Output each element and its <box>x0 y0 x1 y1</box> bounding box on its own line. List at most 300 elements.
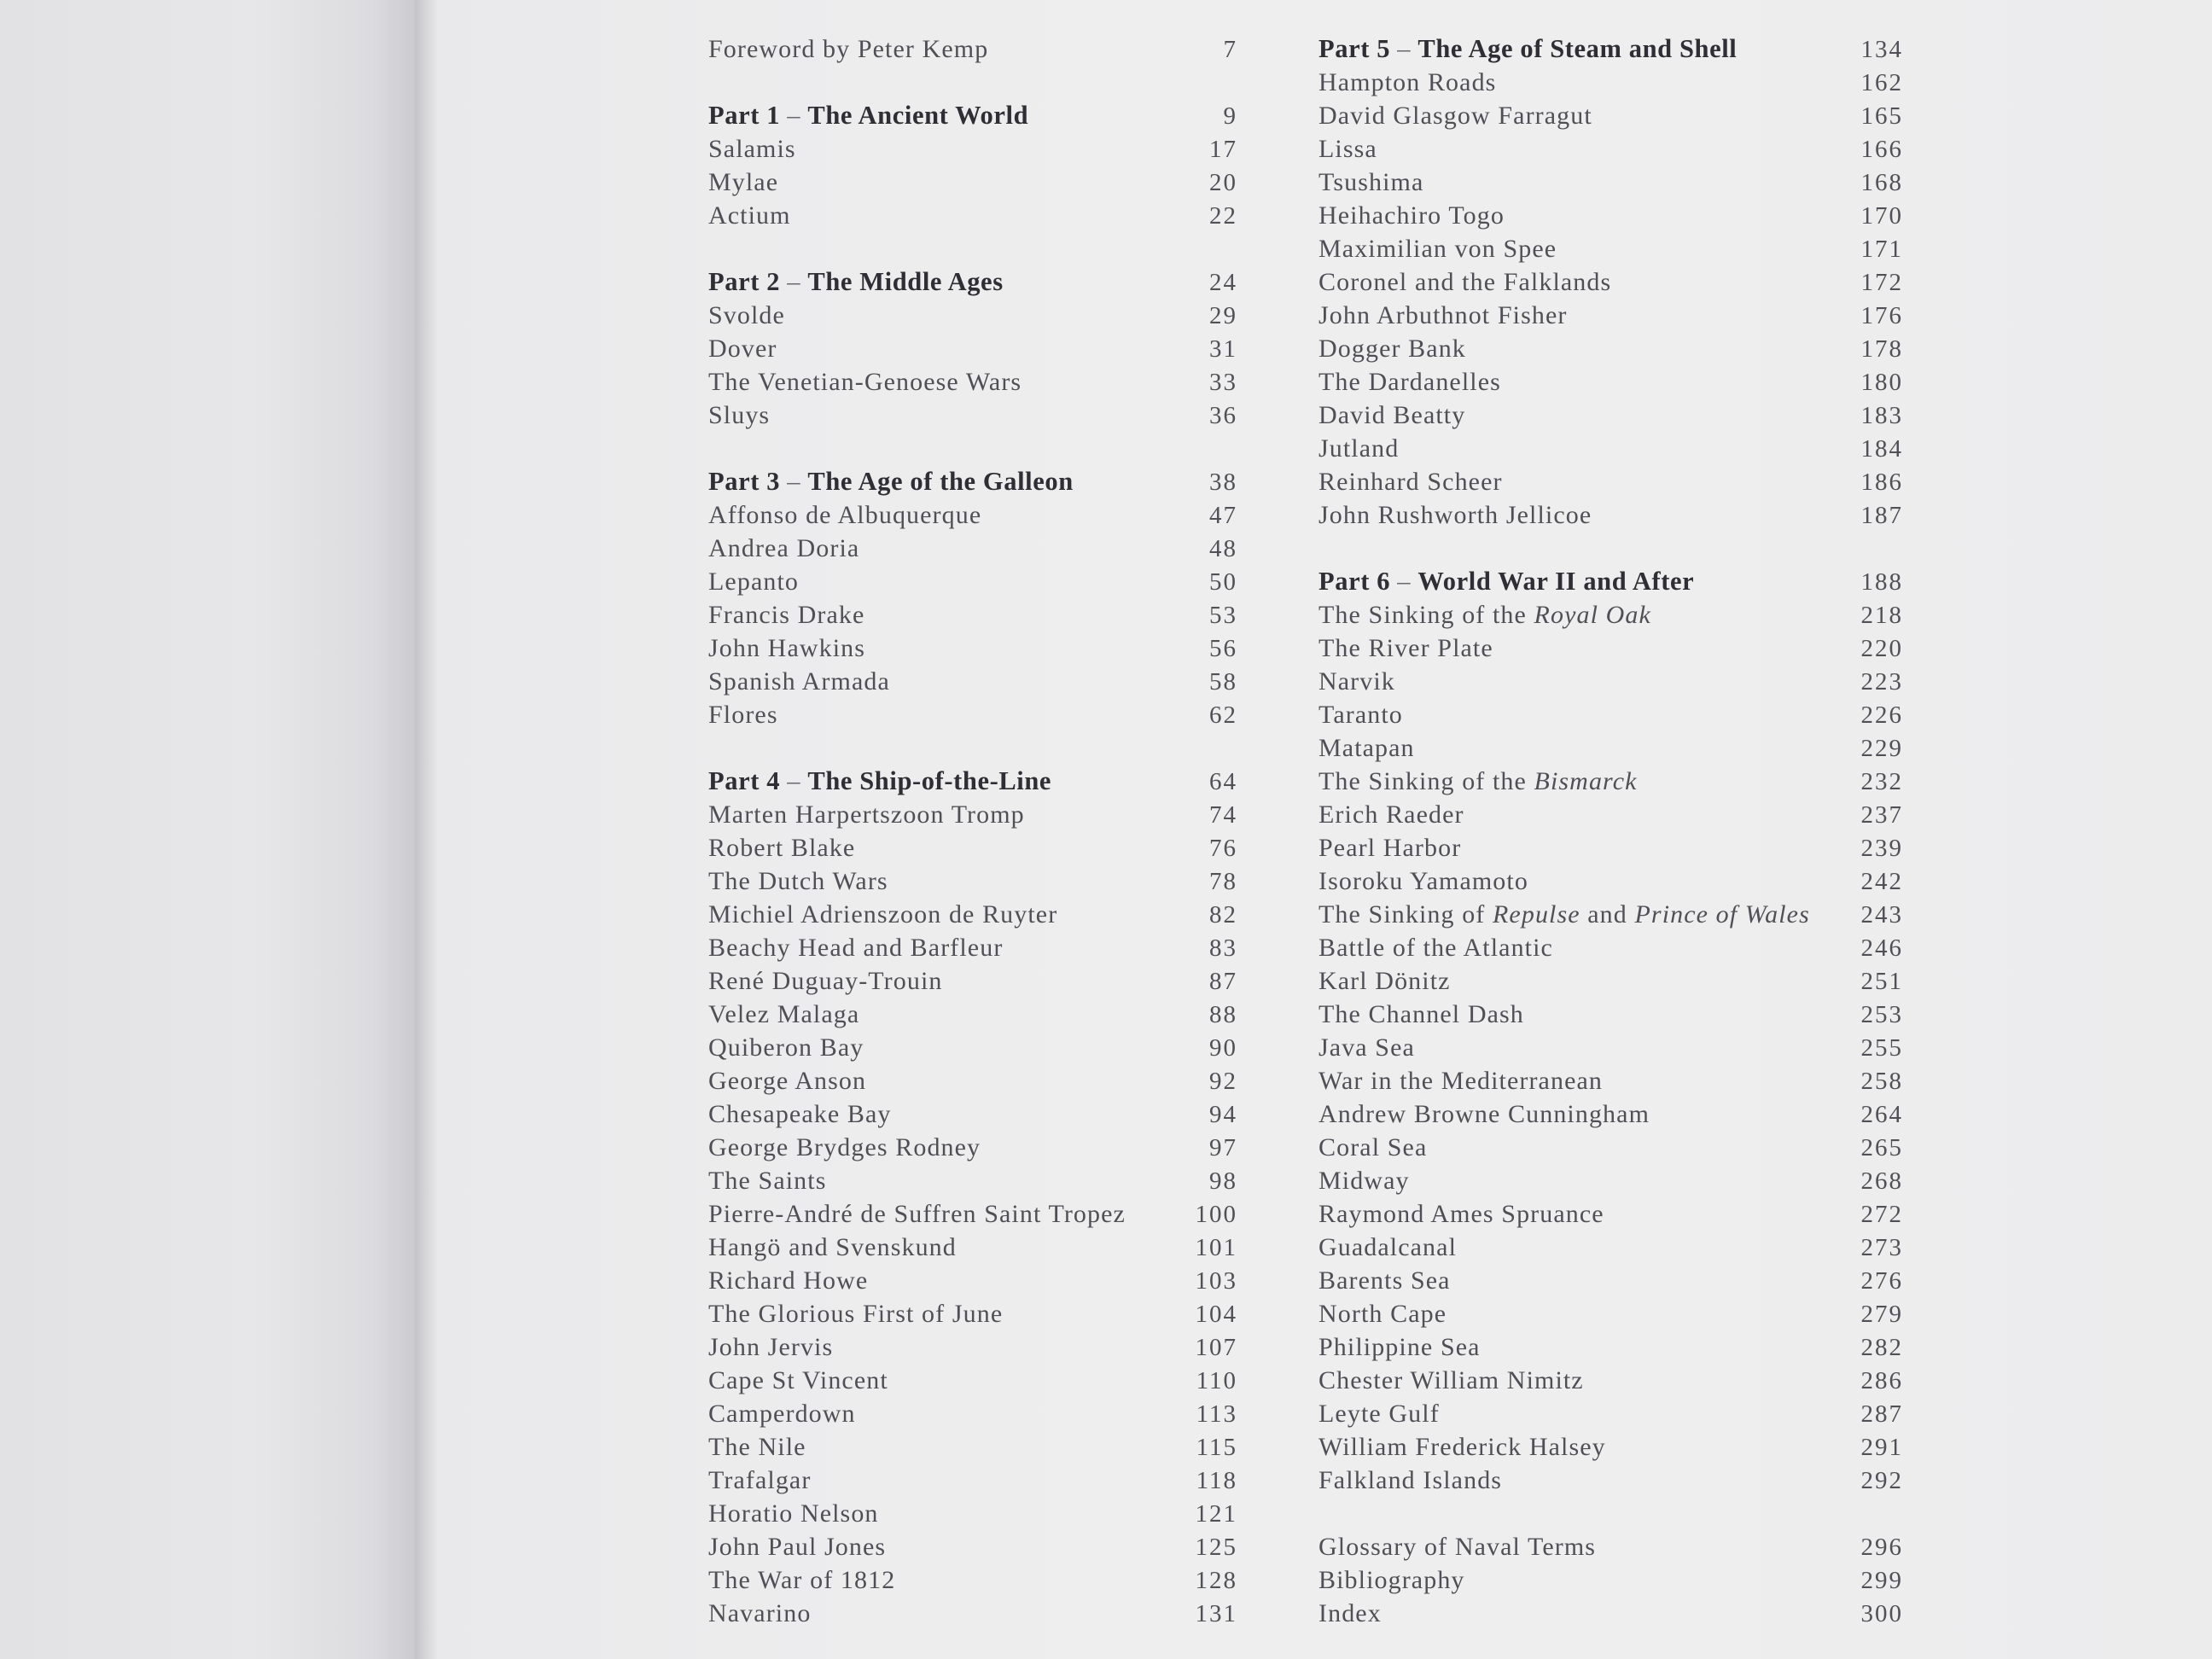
entry-page-number: 276 <box>1860 1267 1903 1295</box>
toc-entry <box>1318 864 1903 898</box>
entry-page-number: 58 <box>1209 668 1237 696</box>
entry-title: Guadalcanal <box>1318 1233 1458 1261</box>
toc-entry <box>1318 1131 1903 1164</box>
toc-entry <box>1318 998 1903 1031</box>
toc-entry <box>1318 931 1903 964</box>
toc-entry <box>1318 332 1903 365</box>
ship-name-italic: Bismarck <box>1534 767 1638 795</box>
entry-title: George Anson <box>708 1067 867 1095</box>
entry-page-number: 243 <box>1860 901 1903 928</box>
entry-page-number: 162 <box>1860 69 1903 96</box>
entry-title: Francis Drake <box>708 601 865 629</box>
entry-page-number: 187 <box>1860 502 1903 529</box>
entry-title-prefix: The Sinking of <box>1318 900 1493 928</box>
entry-title: Narvik <box>1318 667 1395 696</box>
toc-entry <box>1318 166 1903 199</box>
entry-page-number: 165 <box>1860 102 1903 130</box>
part-page-number: 9 <box>1223 102 1237 130</box>
entry-page-number: 121 <box>1195 1500 1237 1528</box>
entry-page-number: 178 <box>1860 335 1903 363</box>
entry-title: North Cape <box>1318 1300 1447 1328</box>
entry-title: Velez Malaga <box>708 1000 860 1028</box>
toc-entry <box>708 1530 1237 1563</box>
part-label: Part 4 <box>708 766 781 795</box>
part-heading <box>708 765 1237 798</box>
entry-page-number: 47 <box>1209 502 1237 529</box>
toc-entry <box>1318 964 1903 998</box>
entry-title: The Dardanelles <box>1318 368 1501 396</box>
entry-page-number: 31 <box>1209 335 1237 363</box>
entry-title: Michiel Adrienszoon de Ruyter <box>708 900 1058 928</box>
toc-entry <box>708 132 1237 166</box>
part-label: Part 2 <box>708 267 781 296</box>
entry-page-number: 226 <box>1860 701 1903 729</box>
ship-name-italic: Prince of Wales <box>1634 900 1810 928</box>
entry-title: Karl Dönitz <box>1318 967 1451 995</box>
entry-title: Index <box>1318 1599 1382 1627</box>
ship-name-italic: Royal Oak <box>1534 601 1651 629</box>
toc-entry <box>1318 1097 1903 1131</box>
entry-page-number: 264 <box>1860 1101 1903 1128</box>
entry-page-number: 166 <box>1860 136 1903 163</box>
part-title: The Age of Steam and Shell <box>1417 34 1738 63</box>
toc-entry <box>1318 632 1903 665</box>
entry-title: Dogger Bank <box>1318 335 1466 363</box>
entry-title: Cape St Vincent <box>708 1366 888 1394</box>
toc-entry <box>708 1497 1237 1530</box>
section-spacer <box>1318 1497 1903 1530</box>
entry-page-number: 78 <box>1209 868 1237 895</box>
toc-entry <box>708 532 1237 565</box>
part-heading <box>1318 32 1903 66</box>
entry-title: The Nile <box>708 1433 806 1461</box>
toc-entry <box>1318 1330 1903 1364</box>
entry-title: Midway <box>1318 1167 1410 1195</box>
entry-page-number: 246 <box>1860 934 1903 962</box>
toc-entry <box>1318 1264 1903 1297</box>
entry-page-number: 291 <box>1860 1434 1903 1461</box>
part-heading <box>1318 565 1903 598</box>
entry-page-number: 273 <box>1860 1234 1903 1261</box>
entry-title: The Dutch Wars <box>708 867 888 895</box>
part-page-number: 24 <box>1209 269 1237 296</box>
toc-entry <box>1318 365 1903 399</box>
part-heading-text <box>708 99 1028 132</box>
toc-entry <box>1318 665 1903 698</box>
entry-page-number: 92 <box>1209 1068 1237 1095</box>
entry-title: Camperdown <box>708 1400 856 1428</box>
part-page-number: 38 <box>1209 469 1237 496</box>
entry-title: Lissa <box>1318 135 1377 163</box>
part-heading-text <box>1318 32 1737 66</box>
part-heading <box>708 465 1237 498</box>
toc-entry <box>1318 465 1903 498</box>
toc-entry <box>1318 1430 1903 1464</box>
entry-title <box>1318 598 1651 632</box>
entry-title: Foreword by Peter Kemp <box>708 35 989 63</box>
entry-title: Navarino <box>708 1599 812 1627</box>
toc-entry <box>1318 199 1903 232</box>
entry-page-number: 48 <box>1209 535 1237 562</box>
toc-entry <box>1318 66 1903 99</box>
toc-entry <box>1318 831 1903 864</box>
part-label: Part 5 <box>1318 34 1391 63</box>
entry-page-number: 223 <box>1860 668 1903 696</box>
toc-entry <box>1318 1064 1903 1097</box>
entry-page-number: 62 <box>1209 701 1237 729</box>
entry-page-number: 218 <box>1860 602 1903 629</box>
entry-title: Robert Blake <box>708 834 856 862</box>
entry-page-number: 87 <box>1209 968 1237 995</box>
entry-title: Glossary of Naval Terms <box>1318 1533 1597 1561</box>
entry-title: John Hawkins <box>708 634 866 662</box>
toc-entry <box>1318 1364 1903 1397</box>
entry-page-number: 265 <box>1860 1134 1903 1161</box>
toc-entry <box>708 1464 1237 1497</box>
toc-entry <box>1318 299 1903 332</box>
entry-title: Horatio Nelson <box>708 1499 879 1528</box>
entry-page-number: 22 <box>1209 202 1237 230</box>
entry-title: Pearl Harbor <box>1318 834 1462 862</box>
part-heading <box>708 99 1237 132</box>
toc-entry <box>708 1197 1237 1231</box>
entry-page-number: 186 <box>1860 469 1903 496</box>
toc-entry <box>708 998 1237 1031</box>
section-spacer <box>708 731 1237 765</box>
entry-page-number: 33 <box>1209 369 1237 396</box>
part-title: The Ancient World <box>807 101 1029 130</box>
entry-page-number: 110 <box>1196 1367 1237 1394</box>
entry-page-number: 171 <box>1860 236 1903 263</box>
part-dash: – <box>780 467 808 496</box>
toc-entry <box>708 964 1237 998</box>
entry-page-number: 90 <box>1209 1034 1237 1062</box>
entry-page-number: 286 <box>1860 1367 1903 1394</box>
toc-entry <box>1318 698 1903 731</box>
toc-entry <box>708 698 1237 731</box>
entry-page-number: 168 <box>1860 169 1903 196</box>
entry-title: David Glasgow Farragut <box>1318 102 1592 130</box>
entry-page-number: 253 <box>1860 1001 1903 1028</box>
entry-title: Barents Sea <box>1318 1266 1451 1295</box>
entry-title: Chesapeake Bay <box>708 1100 892 1128</box>
entry-page-number: 82 <box>1209 901 1237 928</box>
entry-page-number: 128 <box>1195 1567 1237 1594</box>
entry-title: Taranto <box>1318 701 1403 729</box>
entry-page-number: 107 <box>1195 1334 1237 1361</box>
entry-page-number: 255 <box>1860 1034 1903 1062</box>
toc-entry <box>708 1064 1237 1097</box>
entry-title: Quiberon Bay <box>708 1033 864 1062</box>
toc-entry <box>708 498 1237 532</box>
part-dash: – <box>780 267 808 296</box>
toc-entry <box>708 332 1237 365</box>
entry-title: Raymond Ames Spruance <box>1318 1200 1604 1228</box>
contents-left-column <box>708 32 1237 1630</box>
part-page-number: 134 <box>1860 36 1903 63</box>
toc-entry <box>708 831 1237 864</box>
part-dash: – <box>780 101 808 130</box>
entry-title <box>1318 765 1638 798</box>
entry-title: Svolde <box>708 301 785 329</box>
entry-page-number: 76 <box>1209 835 1237 862</box>
entry-page-number: 94 <box>1209 1101 1237 1128</box>
entry-page-number: 56 <box>1209 635 1237 662</box>
entry-title: Lepanto <box>708 568 799 596</box>
entry-title: Battle of the Atlantic <box>1318 934 1553 962</box>
toc-entry <box>708 166 1237 199</box>
entry-title: Richard Howe <box>708 1266 869 1295</box>
entry-title: Maximilian von Spee <box>1318 235 1557 263</box>
entry-title: The Glorious First of June <box>708 1300 1004 1328</box>
toc-entry <box>708 598 1237 632</box>
entry-page-number: 180 <box>1860 369 1903 396</box>
entry-title: Beachy Head and Barfleur <box>708 934 1004 962</box>
toc-entry <box>708 565 1237 598</box>
entry-page-number: 287 <box>1860 1400 1903 1428</box>
book-gutter <box>415 0 437 1659</box>
entry-page-number: 268 <box>1860 1167 1903 1195</box>
entry-page-number: 251 <box>1860 968 1903 995</box>
entry-title: Mylae <box>708 168 779 196</box>
entry-page-number: 17 <box>1209 136 1237 163</box>
section-spacer <box>708 66 1237 99</box>
toc-entry <box>1318 1530 1903 1563</box>
entry-title: Chester William Nimitz <box>1318 1366 1584 1394</box>
entry-title-connector: and <box>1580 900 1635 928</box>
toc-entry <box>1318 1231 1903 1264</box>
part-heading <box>708 265 1237 299</box>
entry-title: The River Plate <box>1318 634 1493 662</box>
part-dash: – <box>1390 34 1418 63</box>
toc-entry <box>1318 432 1903 465</box>
toc-entry <box>1318 1297 1903 1330</box>
entry-title: Spanish Armada <box>708 667 890 696</box>
entry-title: John Arbuthnot Fisher <box>1318 301 1568 329</box>
toc-entry <box>708 1097 1237 1131</box>
entry-page-number: 237 <box>1860 801 1903 829</box>
toc-entry <box>1318 1563 1903 1597</box>
part-dash: – <box>780 766 808 795</box>
entry-page-number: 101 <box>1195 1234 1237 1261</box>
entry-page-number: 300 <box>1860 1600 1903 1627</box>
entry-title: Coronel and the Falklands <box>1318 268 1612 296</box>
left-parts <box>708 66 1237 1630</box>
part-heading-text <box>708 265 1004 299</box>
toc-entry <box>708 665 1237 698</box>
entry-title: The Saints <box>708 1167 827 1195</box>
entry-title <box>1318 898 1810 931</box>
toc-entry <box>708 1330 1237 1364</box>
part-heading-text <box>708 765 1051 798</box>
entry-title: Trafalgar <box>708 1466 812 1494</box>
toc-entry <box>708 299 1237 332</box>
entry-title: David Beatty <box>1318 401 1466 429</box>
entry-page-number: 183 <box>1860 402 1903 429</box>
toc-entry <box>708 1031 1237 1064</box>
entry-title: Reinhard Scheer <box>1318 468 1503 496</box>
toc-entry <box>1318 1197 1903 1231</box>
entry-page-number: 125 <box>1195 1534 1237 1561</box>
toc-entry <box>708 798 1237 831</box>
toc-entry <box>1318 598 1903 632</box>
toc-entry <box>708 632 1237 665</box>
entry-title: Tsushima <box>1318 168 1424 196</box>
entry-page-number: 88 <box>1209 1001 1237 1028</box>
section-spacer <box>708 232 1237 265</box>
part-title: The Age of the Galleon <box>807 467 1074 496</box>
entry-title: Matapan <box>1318 734 1415 762</box>
part-label: Part 3 <box>708 467 781 496</box>
entry-page-number: 118 <box>1196 1467 1237 1494</box>
entry-page-number: 184 <box>1860 435 1903 463</box>
toc-entry <box>708 399 1237 432</box>
toc-entry <box>708 1131 1237 1164</box>
part-page-number: 64 <box>1209 768 1237 795</box>
toc-entry <box>708 1297 1237 1330</box>
toc-entry <box>708 1430 1237 1464</box>
toc-entry <box>1318 1397 1903 1430</box>
toc-entry <box>1318 798 1903 831</box>
entry-title: Andrea Doria <box>708 534 860 562</box>
toc-entry <box>708 365 1237 399</box>
entry-title: Heihachiro Togo <box>1318 201 1505 230</box>
entry-page-number: 97 <box>1209 1134 1237 1161</box>
toc-entry <box>708 1231 1237 1264</box>
entry-title: Sluys <box>708 401 771 429</box>
entry-title: War in the Mediterranean <box>1318 1067 1604 1095</box>
entry-page-number: 229 <box>1860 735 1903 762</box>
toc-entry <box>1318 1164 1903 1197</box>
entry-title: Erich Raeder <box>1318 800 1464 829</box>
entry-title: Flores <box>708 701 778 729</box>
toc-entry <box>1318 1597 1903 1630</box>
entry-page-number: 103 <box>1195 1267 1237 1295</box>
entry-title-prefix: The Sinking of the <box>1318 601 1534 629</box>
back-matter <box>1318 1530 1903 1630</box>
entry-title: Philippine Sea <box>1318 1333 1481 1361</box>
entry-title-prefix: The Sinking of the <box>1318 767 1534 795</box>
entry-title: The War of 1812 <box>708 1566 896 1594</box>
entry-page-number: 170 <box>1860 202 1903 230</box>
entry-page-number: 176 <box>1860 302 1903 329</box>
entry-title: William Frederick Halsey <box>1318 1433 1606 1461</box>
section-spacer <box>708 432 1237 465</box>
toc-entry <box>708 1597 1237 1630</box>
toc-entry <box>708 931 1237 964</box>
entry-page-number: 20 <box>1209 169 1237 196</box>
foreword-entry <box>708 32 1237 66</box>
entry-page-number: 50 <box>1209 568 1237 596</box>
entry-page-number: 172 <box>1860 269 1903 296</box>
part-dash: – <box>1390 567 1418 596</box>
entry-page-number: 83 <box>1209 934 1237 962</box>
toc-entry <box>1318 232 1903 265</box>
toc-entry <box>1318 132 1903 166</box>
entry-title: Dover <box>708 335 777 363</box>
entry-page-number: 53 <box>1209 602 1237 629</box>
entry-title: John Jervis <box>708 1333 834 1361</box>
entry-title: Affonso de Albuquerque <box>708 501 982 529</box>
entry-page-number: 279 <box>1860 1301 1903 1328</box>
toc-entry <box>708 1364 1237 1397</box>
entry-title: Andrew Browne Cunningham <box>1318 1100 1650 1128</box>
entry-title: Java Sea <box>1318 1033 1415 1062</box>
toc-entry <box>708 898 1237 931</box>
toc-entry <box>1318 765 1903 798</box>
entry-page-number: 115 <box>1196 1434 1237 1461</box>
toc-entry <box>708 1264 1237 1297</box>
toc-entry <box>1318 498 1903 532</box>
section-spacer <box>1318 532 1903 565</box>
entry-title: Hangö and Svenskund <box>708 1233 957 1261</box>
entry-title: Pierre-André de Suffren Saint Tropez <box>708 1200 1126 1228</box>
part-label: Part 6 <box>1318 567 1391 596</box>
entry-title: Falkland Islands <box>1318 1466 1503 1494</box>
toc-entry <box>1318 265 1903 299</box>
part-heading-text <box>708 465 1074 498</box>
entry-title: Jutland <box>1318 434 1400 463</box>
left-page <box>0 0 422 1659</box>
entry-title: The Venetian-Genoese Wars <box>708 368 1022 396</box>
entry-title: Actium <box>708 201 791 230</box>
contents-right-column <box>1318 32 1903 1630</box>
part-title: World War II and After <box>1417 567 1695 596</box>
entry-page-number: 258 <box>1860 1068 1903 1095</box>
entry-page-number: 220 <box>1860 635 1903 662</box>
entry-title: Coral Sea <box>1318 1133 1428 1161</box>
entry-title: Bibliography <box>1318 1566 1465 1594</box>
entry-page-number: 29 <box>1209 302 1237 329</box>
toc-entry <box>708 199 1237 232</box>
toc-entry <box>708 1563 1237 1597</box>
toc-entry <box>1318 898 1903 931</box>
entry-page-number: 7 <box>1223 36 1237 63</box>
entry-title: Salamis <box>708 135 796 163</box>
toc-entry <box>1318 1464 1903 1497</box>
entry-title: Isoroku Yamamoto <box>1318 867 1528 895</box>
part-title: The Middle Ages <box>807 267 1004 296</box>
entry-page-number: 131 <box>1195 1600 1237 1627</box>
entry-title: John Rushworth Jellicoe <box>1318 501 1592 529</box>
toc-entry <box>1318 99 1903 132</box>
ship-name-italic: Repulse <box>1493 900 1580 928</box>
right-parts <box>1318 32 1903 1497</box>
entry-page-number: 272 <box>1860 1201 1903 1228</box>
part-page-number: 188 <box>1860 568 1903 596</box>
entry-title: John Paul Jones <box>708 1533 887 1561</box>
entry-page-number: 232 <box>1860 768 1903 795</box>
part-heading-text <box>1318 565 1694 598</box>
entry-page-number: 242 <box>1860 868 1903 895</box>
entry-title: René Duguay-Trouin <box>708 967 943 995</box>
toc-entry <box>1318 731 1903 765</box>
entry-page-number: 104 <box>1195 1301 1237 1328</box>
part-label: Part 1 <box>708 101 781 130</box>
entry-page-number: 113 <box>1196 1400 1237 1428</box>
entry-page-number: 239 <box>1860 835 1903 862</box>
toc-entry <box>1318 1031 1903 1064</box>
toc-entry <box>708 1397 1237 1430</box>
part-title: The Ship-of-the-Line <box>807 766 1052 795</box>
entry-title: Marten Harpertszoon Tromp <box>708 800 1025 829</box>
entry-page-number: 36 <box>1209 402 1237 429</box>
entry-title: George Brydges Rodney <box>708 1133 981 1161</box>
toc-entry <box>708 864 1237 898</box>
toc-entry <box>1318 399 1903 432</box>
toc-entry <box>708 1164 1237 1197</box>
entry-page-number: 296 <box>1860 1534 1903 1561</box>
